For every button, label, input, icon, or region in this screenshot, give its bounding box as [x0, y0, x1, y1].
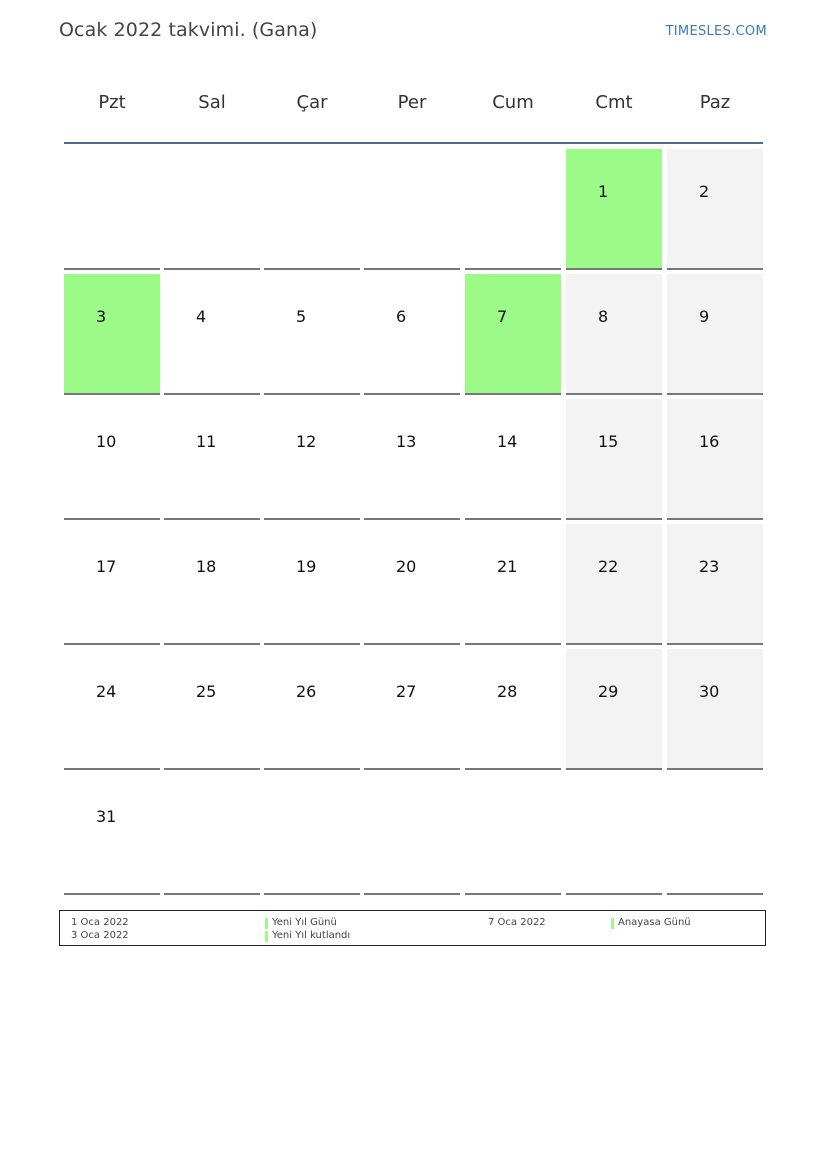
weekday-thu: Per: [397, 92, 427, 113]
day-number: 19: [296, 557, 317, 576]
weekday-wed: Çar: [296, 92, 328, 113]
day-number: 3: [96, 307, 107, 326]
day-number: 27: [396, 682, 417, 701]
day-cell-weekend[interactable]: [667, 149, 763, 270]
weekday-sat: Cmt: [595, 92, 633, 113]
holiday-legend: [59, 910, 766, 946]
day-number: 30: [699, 682, 720, 701]
holiday-name: Yeni Yıl Günü: [265, 917, 337, 928]
day-number: 14: [497, 432, 518, 451]
day-number: 25: [196, 682, 217, 701]
day-cell[interactable]: [465, 524, 561, 645]
day-number: 23: [699, 557, 720, 576]
day-cell-weekend[interactable]: [667, 649, 763, 770]
day-cell-weekend[interactable]: [667, 274, 763, 395]
day-number: 15: [598, 432, 619, 451]
day-number: 18: [196, 557, 217, 576]
holiday-date: 1 Oca 2022: [71, 917, 129, 928]
page-title: Ocak 2022 takvimi. (Gana): [59, 19, 318, 41]
day-cell[interactable]: [264, 524, 360, 645]
day-number: 21: [497, 557, 518, 576]
day-cell-weekend[interactable]: [566, 524, 662, 645]
weekday-mon: Pzt: [98, 92, 126, 113]
day-number: 8: [598, 307, 609, 326]
day-cell-empty: [465, 149, 561, 270]
day-number: 31: [96, 807, 117, 826]
holiday-name: Yeni Yıl kutlandı: [265, 930, 350, 941]
day-number: 11: [196, 432, 217, 451]
day-cell[interactable]: [64, 649, 160, 770]
day-cell-weekend[interactable]: [566, 274, 662, 395]
day-cell[interactable]: [264, 649, 360, 770]
day-number: 10: [96, 432, 117, 451]
day-cell-empty: [364, 149, 460, 270]
day-cell-empty: [465, 774, 561, 895]
day-cell[interactable]: [465, 399, 561, 520]
day-number: 12: [296, 432, 317, 451]
day-cell[interactable]: [164, 274, 260, 395]
day-number: 22: [598, 557, 619, 576]
day-cell-holiday[interactable]: [566, 149, 662, 270]
day-number: 13: [396, 432, 417, 451]
day-cell-empty: [264, 774, 360, 895]
day-cell-holiday[interactable]: [64, 274, 160, 395]
day-number: 16: [699, 432, 720, 451]
day-cell[interactable]: [64, 774, 160, 895]
day-number: 4: [196, 307, 207, 326]
day-cell[interactable]: [364, 274, 460, 395]
weekday-tue: Sal: [198, 92, 226, 113]
brand-link[interactable]: TIMESLES.COM: [665, 24, 767, 39]
holiday-name: Anayasa Günü: [611, 917, 691, 928]
day-number: 7: [497, 307, 508, 326]
day-cell-weekend[interactable]: [667, 524, 763, 645]
holiday-date: 3 Oca 2022: [71, 930, 129, 941]
day-number: 28: [497, 682, 518, 701]
weekday-sun: Paz: [699, 92, 731, 113]
day-cell-empty: [667, 774, 763, 895]
day-cell[interactable]: [264, 274, 360, 395]
day-cell-holiday[interactable]: [465, 274, 561, 395]
day-cell-empty: [264, 149, 360, 270]
weekday-fri: Cum: [492, 92, 534, 113]
day-number: 2: [699, 182, 710, 201]
day-cell-weekend[interactable]: [667, 399, 763, 520]
day-number: 26: [296, 682, 317, 701]
header-divider: [64, 142, 763, 144]
day-number: 20: [396, 557, 417, 576]
day-number: 5: [296, 307, 307, 326]
day-cell[interactable]: [164, 649, 260, 770]
day-cell-empty: [164, 149, 260, 270]
day-number: 9: [699, 307, 710, 326]
holiday-date: 7 Oca 2022: [488, 917, 546, 928]
day-cell-empty: [566, 774, 662, 895]
day-cell[interactable]: [264, 399, 360, 520]
day-cell[interactable]: [164, 399, 260, 520]
day-cell[interactable]: [465, 649, 561, 770]
day-number: 6: [396, 307, 407, 326]
day-cell-empty: [164, 774, 260, 895]
day-number: 29: [598, 682, 619, 701]
day-cell[interactable]: [364, 649, 460, 770]
day-cell[interactable]: [64, 524, 160, 645]
day-number: 24: [96, 682, 117, 701]
day-cell-empty: [64, 149, 160, 270]
day-number: 1: [598, 182, 609, 201]
day-cell[interactable]: [164, 524, 260, 645]
day-number: 17: [96, 557, 117, 576]
day-cell[interactable]: [364, 524, 460, 645]
day-cell[interactable]: [364, 399, 460, 520]
day-cell-weekend[interactable]: [566, 399, 662, 520]
day-cell-empty: [364, 774, 460, 895]
day-cell[interactable]: [64, 399, 160, 520]
day-cell-weekend[interactable]: [566, 649, 662, 770]
